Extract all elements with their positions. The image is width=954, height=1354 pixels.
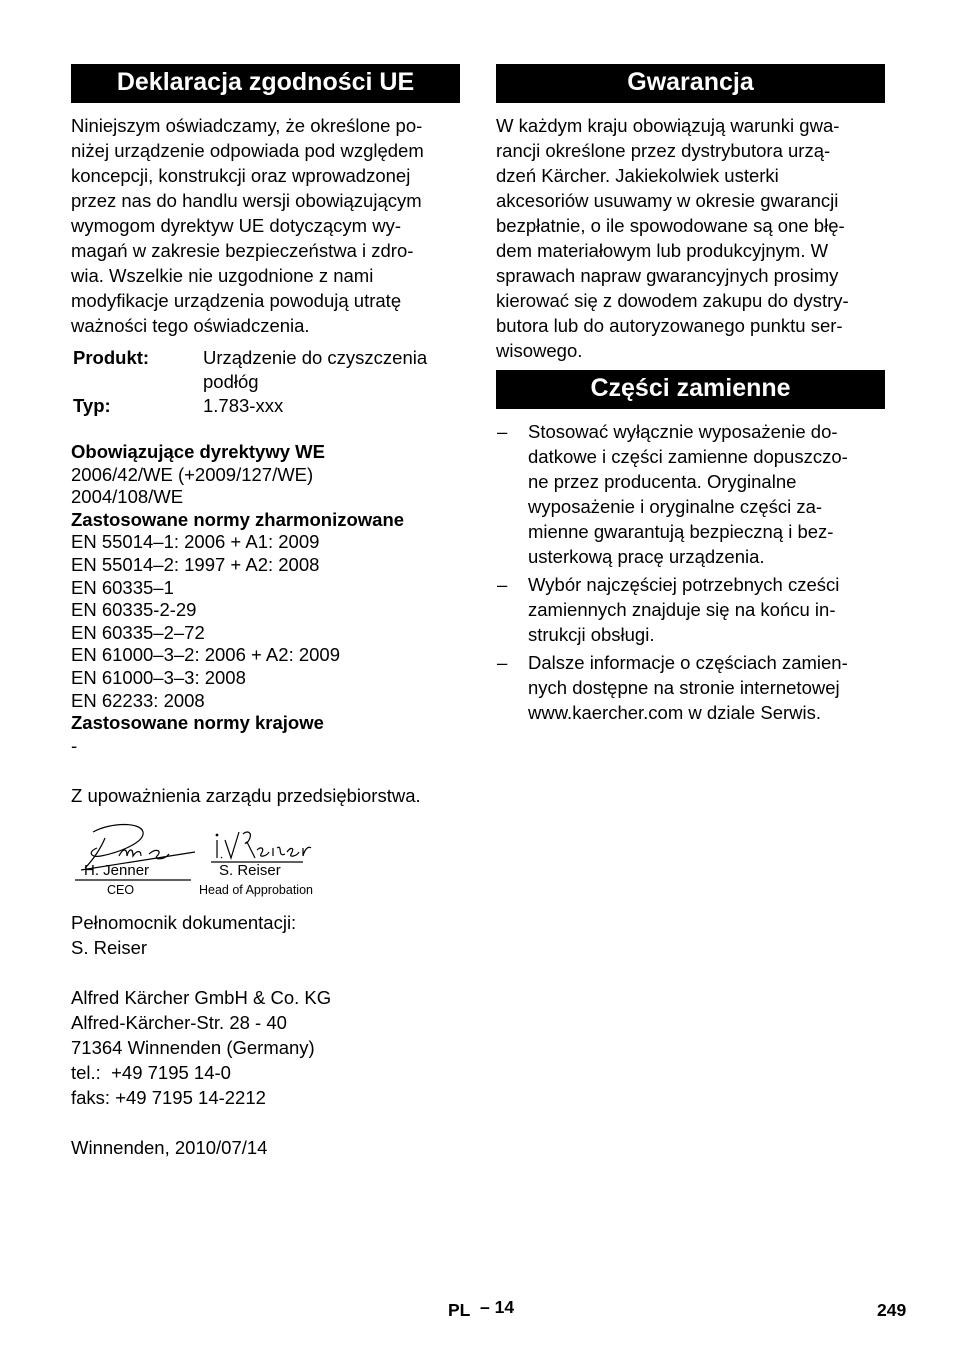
warranty-line: wisowego.	[496, 340, 583, 361]
spare-parts-list	[496, 419, 885, 725]
list-item-line: www.kaercher.com w dziale Serwis.	[528, 702, 822, 723]
harmonized-heading: Zastosowane normy zharmonizowane	[71, 508, 405, 530]
intro-line: Niniejszym oświadczamy, że określone po-	[71, 115, 423, 136]
type-value: 1.783-xxx	[203, 395, 284, 416]
intro-line: magań w zakresie bezpieczeństwa i zdro-	[71, 240, 414, 261]
address-line: Alfred Kärcher GmbH & Co. KG	[71, 987, 332, 1009]
harmonized-item: EN 60335–2–72	[71, 621, 205, 643]
national-heading: Zastosowane normy krajowe	[71, 712, 324, 734]
signatory-2-name: S. Reiser	[219, 862, 281, 880]
warranty-line: W każdym kraju obowiązują warunki gwa-	[496, 115, 840, 136]
directive-item: 2006/42/WE (+2009/127/WE)	[71, 463, 314, 485]
footer-section-page: – 14	[480, 1297, 515, 1317]
product-value-line: Urządzenie do czyszczenia	[203, 347, 428, 368]
intro-line: modyfikacje urządzenia powodują utratę	[71, 290, 402, 311]
dash-bullet: –	[497, 574, 508, 595]
signatures	[71, 818, 460, 910]
harmonized-item: EN 60335–1	[71, 576, 174, 598]
product-spec-table	[71, 346, 427, 418]
address-line: 71364 Winnenden (Germany)	[71, 1037, 315, 1059]
warranty-line: rancji określone przez dystrybutora urzą-	[496, 140, 831, 161]
company-address	[71, 985, 460, 1110]
intro-line: niżej urządzenie odpowiada pod względem	[71, 140, 424, 161]
product-value	[203, 346, 427, 394]
intro-line: ważności tego oświadczenia.	[71, 315, 310, 336]
warranty-line: dem materiałowym lub produkcyjnym. W	[496, 240, 829, 261]
warranty-line: kierować się z dowodem zakupu do dystry-	[496, 290, 849, 311]
dash-bullet: –	[497, 652, 508, 673]
national-value: -	[71, 734, 78, 756]
intro-line: koncepcji, konstrukcji oraz wprowadzonej	[71, 165, 411, 186]
declaration-intro	[71, 113, 460, 338]
spec-row-product	[71, 346, 427, 394]
warranty-line: butora lub do autoryzowanego punktu ser-	[496, 315, 843, 336]
address-line: Alfred-Kärcher-Str. 28 - 40	[71, 1012, 287, 1034]
address-line: faks: +49 7195 14-2212	[71, 1087, 266, 1109]
doc-rep-label: Pełnomocnik dokumentacji:	[71, 912, 297, 934]
list-item	[496, 650, 885, 725]
list-item-line: mienne gwarantują bezpieczną i bez-	[528, 521, 834, 542]
warranty-line: akcesoriów usuwamy w okresie gwarancji	[496, 190, 839, 211]
directives-block	[71, 441, 460, 757]
warranty-text	[496, 113, 885, 363]
list-item-line: wyposażenie i oryginalne części za-	[528, 496, 823, 517]
harmonized-item: EN 55014–2: 1997 + A2: 2008	[71, 553, 320, 575]
product-value-line: podłóg	[203, 371, 259, 392]
spec-row-type	[71, 394, 427, 418]
spare-parts-heading: Części zamienne	[496, 370, 885, 409]
warranty-heading: Gwarancja	[496, 64, 885, 103]
list-item-line: strukcji obsługi.	[528, 624, 655, 645]
warranty-line: dzeń Kärcher. Jakiekolwiek usterki	[496, 165, 779, 186]
harmonized-item: EN 62233: 2008	[71, 689, 205, 711]
product-label: Produkt:	[73, 347, 150, 368]
dash-bullet: –	[497, 421, 508, 442]
list-item	[496, 572, 885, 647]
signatory-2-title: Head of Approbation	[199, 883, 313, 898]
list-item-line: Stosować wyłącznie wyposażenie do-	[528, 421, 838, 442]
intro-line: wymogom dyrektyw UE dotyczącym wy-	[71, 215, 401, 236]
harmonized-item: EN 61000–3–3: 2008	[71, 666, 246, 688]
harmonized-item: EN 61000–3–2: 2006 + A2: 2009	[71, 644, 340, 666]
list-item	[496, 419, 885, 569]
warranty-line: bezpłatnie, o ile spowodowane są one błę-	[496, 215, 845, 236]
signatory-1-name: H. Jenner	[84, 862, 150, 880]
list-item-line: Dalsze informacje o częściach zamien-	[528, 652, 848, 673]
list-item-line: Wybór najczęściej potrzebnych cześci	[528, 574, 840, 595]
footer-page-number: 249	[877, 1300, 907, 1320]
doc-rep-name: S. Reiser	[71, 937, 148, 959]
harmonized-item: EN 60335-2-29	[71, 599, 197, 621]
place-date: Winnenden, 2010/07/14	[71, 1137, 268, 1159]
left-column	[71, 64, 460, 1160]
type-label: Typ:	[73, 395, 111, 416]
list-item-line: usterkową pracę urządzenia.	[528, 546, 765, 567]
intro-line: przez nas do handlu wersji obowiązującym	[71, 190, 422, 211]
directives-heading: Obowiązujące dyrektywy WE	[71, 441, 325, 462]
right-column	[496, 64, 885, 728]
address-line: tel.: +49 7195 14-0	[71, 1062, 231, 1084]
footer-language: PL	[448, 1300, 471, 1320]
list-item-line: datkowe i części zamienne dopuszczo-	[528, 446, 848, 467]
authorization-text: Z upoważnienia zarządu przedsiębiorstwa.	[71, 785, 421, 807]
documentation-representative	[71, 910, 460, 960]
signature-reiser	[211, 832, 311, 862]
warranty-line: sprawach napraw gwarancyjnych prosimy	[496, 265, 839, 286]
list-item-line: ne przez producenta. Oryginalne	[528, 471, 797, 492]
declaration-heading: Deklaracja zgodności UE	[71, 64, 460, 103]
harmonized-item: EN 55014–1: 2006 + A1: 2009	[71, 531, 320, 553]
signatory-1-title: CEO	[107, 883, 135, 898]
directive-item: 2004/108/WE	[71, 486, 184, 508]
intro-line: wia. Wszelkie nie uzgodnione z nami	[71, 265, 374, 286]
list-item-line: nych dostępne na stronie internetowej	[528, 677, 840, 698]
list-item-line: zamiennych znajduje się na końcu in-	[528, 599, 836, 620]
